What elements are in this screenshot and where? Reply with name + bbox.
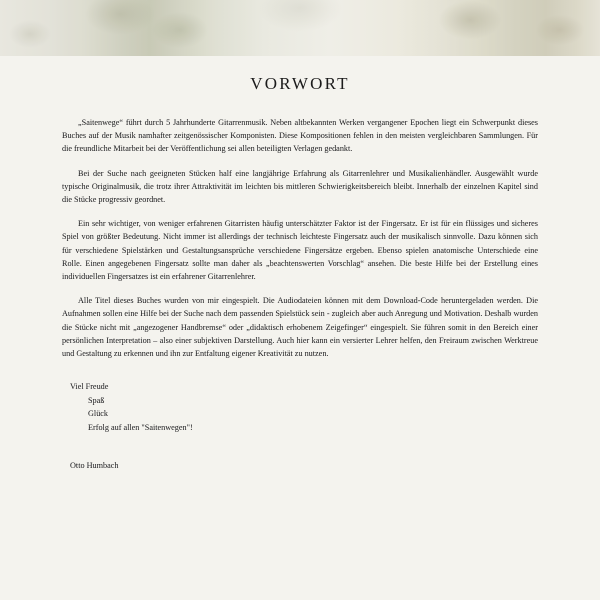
author-signature: Otto Humbach	[70, 460, 119, 470]
closing-line-4: Erfolg auf allen "Saitenwegen"!	[88, 423, 193, 433]
paragraph-4: Alle Titel dieses Buches wurden von mir eingespielt. Die Audiodateien können mit dem Download-Code heruntergeladen werden. Die Aufnahmen sollen eine Hilfe bei der Suche nach dem passenden Spielstück sein - zugleich aber auch Anregung und Motivation. Deshalb wurden die Stücke nicht mit „angezogener Handbremse“ oder „didaktisch erhobenem Zeigefinger“ eingespielt. Sie führen somit in den Bereich einer persönlichen Interpretation – also einer subjektiven Darstellung. Auch hier kann ein versierter Lehrer helfen, den Freiraum zwischen Werktreue und Gestaltung zu erkennen und ihn zur Entfaltung eigener Kreativität zu nutzen.	[62, 296, 538, 359]
closing-line-2: Spaß	[88, 395, 105, 405]
paragraph-1: „Saitenwege“ führt durch 5 Jahrhunderte Gitarrenmusik. Neben altbekannten Werken vergangener Epochen liegt ein Schwerpunkt dieses Buches auf der Musik namhafter zeitgenössischer Komponisten. Diese Kompositionen fehlen in den meisten vergleichbaren Sammlungen. Für die freundliche Mitarbeit bei der Veröffentlichung sei allen beteiligten Verlagen gedankt.	[62, 118, 538, 154]
document-content	[0, 56, 600, 470]
closing-line-3: Glück	[88, 409, 109, 419]
page-title: VORWORT	[250, 74, 350, 93]
paragraph-2: Bei der Suche nach geeigneten Stücken half eine langjährige Erfahrung als Gitarrenlehrer und Musikalienhändler. Ausgewählt wurde typische Originalmusik, die trotz ihrer Attraktivität im leichten bis mittleren Schwierigkeitsbereich bleibt. Innerhalb der einzelnen Kapitel sind die Stücke progressiv geordnet.	[62, 168, 538, 205]
decorative-top-band	[0, 0, 600, 56]
paragraph-3: Ein sehr wichtiger, von weniger erfahrenen Gitarristen häufig unterschätzter Faktor ist der Fingersatz. Er ist für ein flüssiges und sicheres Spiel von größter Bedeutung. Nicht immer ist allerdings der technisch leichteste Fingersatz auch der musikalisch sinnvolle. Dazu können sich für verschiedene Spielstärken und Gestaltungsansprüche verschiedene Fingersätze ergeben. Ebenso spielen anatomische Unterschiede eine Rolle. Einen angegebenen Fingersatz sollte man daher als „beachtenswerten Vorschlag“ ansehen. Die beste Hilfe bei der Erstellung eines individuellen Fingersatzes ist ein erfahrener Gitarrenlehrer.	[62, 219, 538, 282]
closing-block	[62, 380, 538, 434]
closing-line-1: Viel Freude	[70, 382, 109, 392]
